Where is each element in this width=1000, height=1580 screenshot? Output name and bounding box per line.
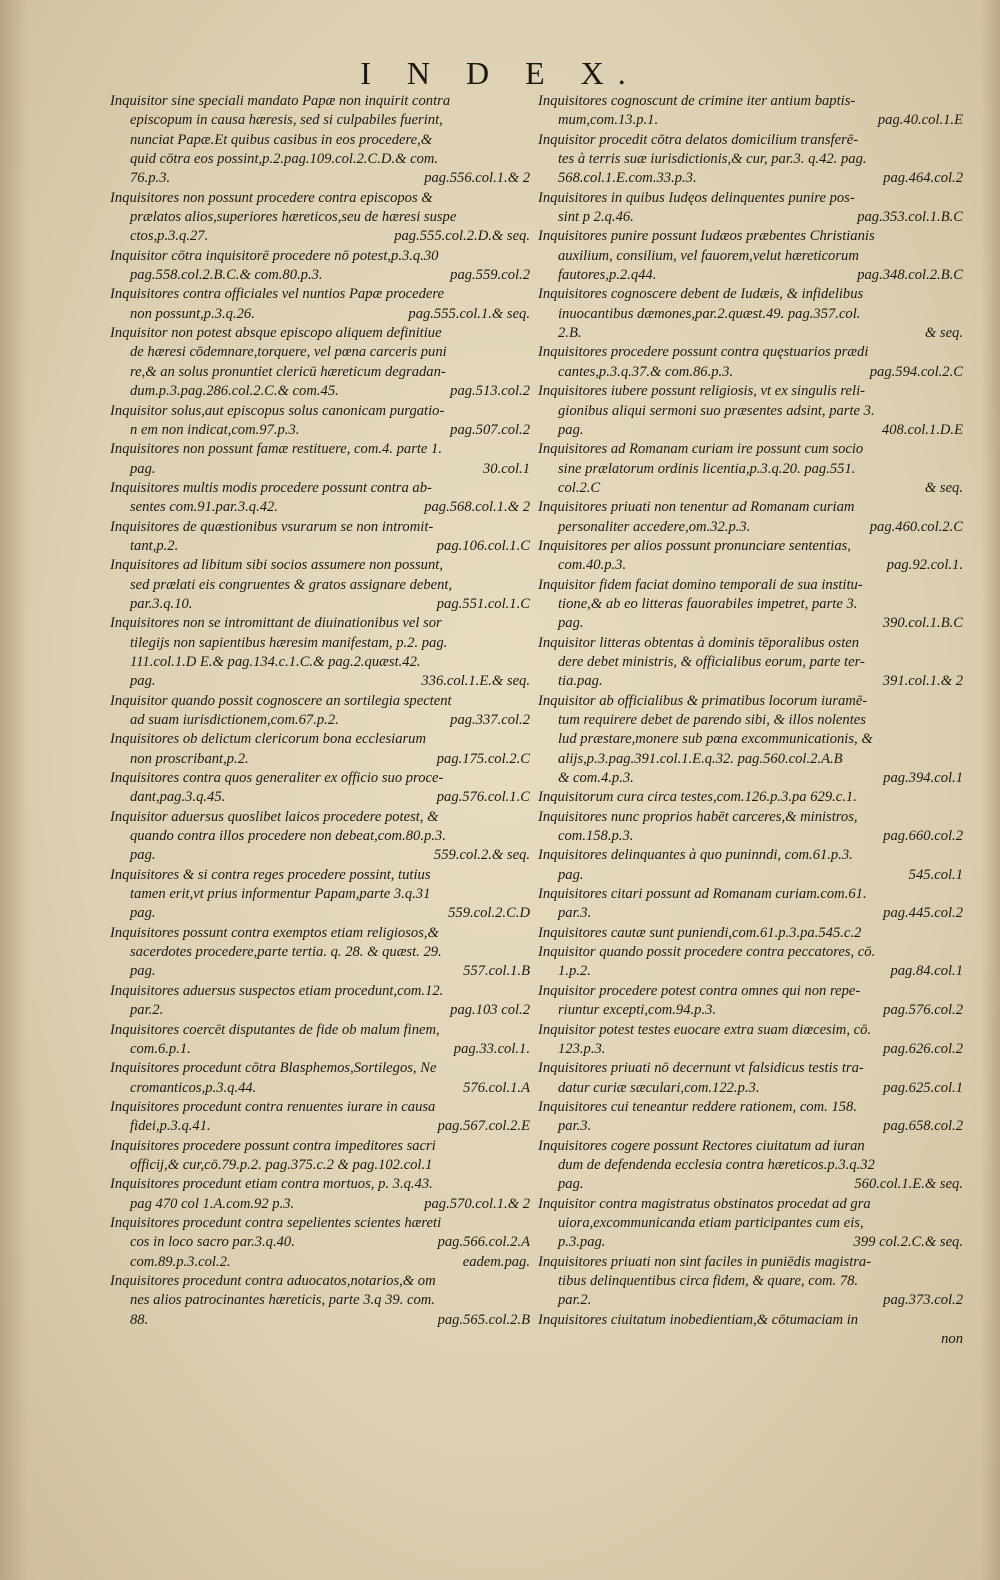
index-entry-heading-line: Inquisitores nunc proprios habēt carceres,& ministros,	[538, 808, 858, 825]
index-entry-line-with-reference	[538, 827, 963, 846]
index-page-reference: pag.106.col.1.C	[436, 537, 530, 554]
index-entry-line-with-reference	[538, 614, 963, 633]
index-page-reference: pag.556.col.1.& 2	[424, 170, 530, 187]
index-page-reference: pag.348.col.2.B.C	[857, 267, 963, 284]
index-entry-heading-line: Inquisitores ob delictum clericorum bona ecclesiarum	[110, 731, 427, 748]
index-page-reference: & seq.	[924, 325, 963, 342]
page-edge-shadow	[982, 0, 1000, 1580]
index-entry-continuation-line: quid cōtra eos possint,p.2.pag.109.col.2.C.D.& com.	[130, 151, 439, 168]
index-page-reference: pag.513.col.2	[450, 383, 530, 400]
index-entry-heading-line: Inquisitorum cura circa testes,com.126.p.3.pa 629.c.1.	[538, 789, 857, 806]
index-entry-text: tant,p.2.	[130, 537, 179, 554]
index-entry-continuation-line: episcopum in causa hæresis, sed si culpabiles fuerint,	[130, 112, 443, 129]
index-entry-text: & com.4.p.3.	[558, 770, 634, 787]
index-entry-text: par.3.	[558, 905, 592, 922]
index-entry-heading-line: Inquisitores & si contra reges procedere possint, tutius	[110, 866, 431, 883]
index-page-reference: pag.568.col.1.& 2	[424, 499, 530, 516]
index-entry-line-with-reference	[110, 1253, 530, 1272]
index-column-left	[110, 92, 530, 1330]
index-entry-continuation-line: gionibus aliqui sermoni suo præsentes adsint, parte 3.	[558, 402, 875, 419]
index-entry-text: riuntur excepti,com.94.p.3.	[558, 1002, 717, 1019]
index-entry-continuation-line: uiora,excommunicanda etiam participantes cum eis,	[558, 1214, 864, 1231]
index-page-reference: 557.col.1.B	[463, 963, 530, 980]
index-entry-heading-line: Inquisitores procedere possunt contra quęstuarios prædi	[538, 344, 869, 361]
index-entry-continuation-line: dere debet ministris, & officialibus eorum, parte ter-	[558, 653, 865, 670]
index-entry-heading-line: Inquisitor quando possit procedere contra peccatores, cō.	[538, 944, 876, 961]
index-page-reference: pag.559.col.2	[450, 267, 530, 284]
index-entry-text: 88.	[130, 1311, 149, 1328]
index-entry-text: com.89.p.3.col.2.	[130, 1253, 231, 1270]
index-page-reference: & seq.	[924, 479, 963, 496]
index-entry-text: non proscribant,p.2.	[130, 750, 249, 767]
index-entry-heading-line: Inquisitor fidem faciat domino temporali de sua institu-	[538, 576, 863, 593]
index-entry-heading-line: Inquisitor solus,aut episcopus solus canonicam purgatio-	[110, 402, 445, 419]
index-entry-heading-line: Inquisitores ciuitatum inobedientiam,& cōtumaciam in	[538, 1311, 859, 1328]
index-entry-continuation-line: tibus delinquentibus circa fidem, & quare, com. 78.	[558, 1272, 859, 1289]
index-entry-line-with-reference	[538, 556, 963, 575]
index-page-reference: pag.551.col.1.C	[436, 595, 530, 612]
index-entry-text: pag.	[130, 905, 156, 922]
index-entry-line-with-reference	[538, 518, 963, 537]
index-entry-continuation-line: sacerdotes procedere,parte tertia. q. 28. & quæst. 29.	[130, 944, 442, 961]
index-page-reference: 391.col.1.& 2	[882, 673, 963, 690]
index-entry-line-with-reference	[538, 1233, 963, 1252]
index-entry-heading-line: Inquisitores procedunt contra sepelientes scientes hæreti	[110, 1214, 442, 1231]
index-page-reference: pag.594.col.2.C	[869, 363, 963, 380]
index-entry-text: ctos,p.3.q.27.	[130, 228, 209, 245]
index-page-reference: pag.507.col.2	[450, 421, 530, 438]
index-entry-line-with-reference	[538, 208, 963, 227]
index-page-reference: pag.566.col.2.A	[437, 1234, 530, 1251]
index-entry-heading-line: Inquisitores iubere possunt religiosis, vt ex singulis reli-	[538, 383, 865, 400]
index-entry-continuation-line: officij,& cur,cō.79.p.2. pag.375.c.2 & pag.102.col.1	[130, 1156, 433, 1173]
index-page-reference: 336.col.1.E.& seq.	[421, 673, 530, 690]
index-entry-text: dum.p.3.pag.286.col.2.C.& com.45.	[130, 383, 339, 400]
index-page-reference: pag.576.col.2	[883, 1002, 963, 1019]
index-entry-heading-line: Inquisitores aduersus suspectos etiam procedunt,com.12.	[110, 982, 444, 999]
index-page-reference: pag.337.col.2	[450, 712, 530, 728]
index-entry-line-with-reference	[110, 1001, 530, 1020]
index-entry-heading-line: Inquisitores per alios possunt pronunciare sententias,	[538, 537, 851, 554]
index-entry-heading-line: Inquisitores ad libitum sibi socios assumere non possunt,	[110, 557, 443, 574]
index-page-reference: pag.464.col.2	[883, 170, 963, 187]
index-entry-heading-line: Inquisitores procedere possunt contra impeditores sacri	[110, 1137, 436, 1154]
index-page-reference: pag.373.col.2	[883, 1292, 963, 1309]
index-entry-heading-line: Inquisitores possunt contra exemptos etiam religiosos,&	[110, 924, 439, 941]
index-entry-heading-line: Inquisitores procedunt cōtra Blasphemos,Sortilegos, Ne	[110, 1060, 437, 1077]
index-page-reference: pag.40.col.1.E	[877, 112, 963, 129]
index-entry-heading-line: Inquisitores cognoscere debent de Iudæis, & infidelibus	[538, 286, 864, 303]
index-entry-text: pag.	[130, 847, 156, 864]
index-entry-text: par.3.	[558, 1118, 592, 1135]
index-entry-heading-line: Inquisitor non potest absque episcopo aliquem definitiue	[110, 325, 442, 342]
index-entry-heading-line: Inquisitor potest testes euocare extra suam diœcesim, cō.	[538, 1021, 872, 1038]
index-page-reference: pag.555.col.1.& seq.	[408, 305, 530, 322]
index-entry-text: sentes com.91.par.3.q.42.	[130, 499, 278, 516]
index-entry-line-with-reference	[538, 904, 963, 923]
index-entry-line-with-reference	[110, 227, 530, 246]
index-entry-text: 2.B.	[558, 325, 582, 342]
index-entry-text: tia.pag.	[558, 673, 603, 690]
index-entry-heading-line: Inquisitores priuati non tenentur ad Romanam curiam	[538, 499, 855, 516]
index-entry-heading-line: Inquisitores coercēt disputantes de fide ob malum finem,	[110, 1021, 440, 1038]
index-entry-continuation-line: nunciat Papæ.Et quibus casibus in eos procedere,&	[130, 131, 433, 148]
index-entry-text: par.3.q.10.	[130, 595, 193, 612]
index-entry-continuation-line: nes alios patrocinantes hæreticis, parte 3.q 39. com.	[130, 1292, 435, 1309]
index-entry-heading-line: Inquisitores cognoscunt de crimine iter antium baptis-	[538, 93, 856, 109]
index-entry-heading-line: Inquisitores contra quos generaliter ex officio suo proce-	[110, 770, 444, 787]
index-entry-heading-line: Inquisitor litteras obtentas à dominis tēporalibus osten	[538, 634, 860, 651]
index-entry-text: par.2.	[558, 1292, 592, 1309]
index-page-reference: 560.col.1.E.& seq.	[854, 1176, 963, 1193]
index-page-reference: pag.626.col.2	[883, 1040, 963, 1057]
index-entry-continuation-line: tione,& ab eo litteras fauorabiles impetret, parte 3.	[558, 595, 858, 612]
index-entry-text: dant,pag.3.q.45.	[130, 789, 226, 806]
index-entry-line-with-reference	[110, 169, 530, 188]
index-page-reference: pag.175.col.2.C	[436, 750, 530, 767]
index-entry-text: com.6.p.1.	[130, 1040, 191, 1057]
index-page-reference: 390.col.1.B.C	[882, 615, 963, 632]
index-entry-text: pag.	[130, 673, 156, 690]
index-entry-line-with-reference	[110, 1117, 530, 1136]
index-entry-text: pag 470 col 1.A.com.92 p.3.	[130, 1195, 295, 1212]
index-entry-continuation-line: inuocantibus dæmones,par.2.quæst.49. pag.357.col.	[558, 305, 861, 322]
index-entry-line-with-reference	[110, 305, 530, 324]
index-entry-heading-line: Inquisitor procedere potest contra omnes qui non repe-	[538, 982, 861, 999]
index-entry-heading-line: Inquisitores priuati nō decernunt vt falsidicus testis tra-	[538, 1060, 864, 1077]
index-entry-continuation-line: prælatos alios,superiores hæreticos,seu de hæresi suspe	[130, 209, 457, 226]
index-entry-line-with-reference	[110, 1079, 530, 1098]
index-entry-heading-line: Inquisitor cōtra inquisitorē procedere nō potest,p.3.q.30	[110, 247, 439, 264]
index-entry-text: cos in loco sacro par.3.q.40.	[130, 1234, 295, 1251]
index-entry-text: pag.	[130, 460, 156, 477]
index-entry-line-with-reference	[538, 479, 963, 498]
index-entry-heading-line: Inquisitores procedunt etiam contra mortuos, p. 3.q.43.	[110, 1176, 433, 1193]
index-entry-continuation-line: tes à terris suæ iurisdictionis,& cur, par.3. q.42. pag.	[558, 151, 867, 168]
index-entry-line-with-reference	[110, 750, 530, 769]
index-page-reference: pag.103 col.2	[450, 1002, 530, 1019]
index-page-reference: pag.658.col.2	[883, 1118, 963, 1135]
index-entry-text: par.2.	[130, 1002, 164, 1019]
index-page-reference: 399 col.2.C.& seq.	[853, 1234, 963, 1251]
index-page-reference: pag.33.col.1.	[453, 1040, 530, 1057]
index-entry-heading-line: Inquisitores non possunt famæ restituere, com.4. parte 1.	[110, 441, 442, 458]
index-entry-line-with-reference	[538, 266, 963, 285]
index-page-reference: pag.394.col.1	[883, 770, 963, 787]
index-entry-continuation-line: alijs,p.3.pag.391.col.1.E.q.32. pag.560.col.2.A.B	[558, 750, 843, 767]
index-entry-continuation-line: tilegijs non sapientibus hæresim manifestam, p.2. pag.	[130, 634, 448, 651]
index-page-reference: 559.col.2.& seq.	[433, 847, 530, 864]
index-page-reference: pag.660.col.2	[883, 828, 963, 845]
index-entry-line-with-reference	[110, 1195, 530, 1214]
index-entry-text: pag.	[558, 866, 584, 883]
index-entry-line-with-reference	[538, 1117, 963, 1136]
index-page-reference: pag.570.col.1.& 2	[424, 1195, 530, 1212]
index-page-reference: pag.353.col.1.B.C	[857, 209, 963, 226]
index-entry-heading-line: Inquisitores cautæ sunt puniendi,com.61.p.3.pa.545.c.2	[538, 924, 862, 941]
index-entry-line-with-reference	[110, 498, 530, 517]
index-entry-heading-line: Inquisitores in quibus Iudęos delinquentes punire pos-	[538, 189, 855, 206]
index-entry-text: sint p 2.q.46.	[558, 209, 634, 226]
index-entry-line-with-reference	[110, 266, 530, 285]
index-entry-line-with-reference	[110, 537, 530, 556]
index-entry-line-with-reference	[538, 866, 963, 885]
index-entry-heading-line: Inquisitor ab officialibus & primatibus locorum iuramē-	[538, 692, 868, 709]
index-entry-text: datur curiæ sæculari,com.122.p.3.	[558, 1079, 760, 1096]
index-entry-line-with-reference	[110, 711, 530, 730]
index-entry-text: ad suam iurisdictionem,com.67.p.2.	[130, 712, 339, 728]
index-entry-heading-line: Inquisitores procedunt contra renuentes iurare in causa	[110, 1098, 436, 1115]
index-entry-heading-line: Inquisitor procedit cōtra delatos domicilium transferē-	[538, 131, 859, 148]
index-entry-text: fautores,p.2.q44.	[558, 267, 657, 284]
index-entry-text: pag.	[558, 421, 584, 438]
index-page-reference: 30.col.1	[482, 460, 530, 477]
index-entry-text: com.40.p.3.	[558, 557, 627, 574]
index-entry-heading-line: Inquisitor quando possit cognoscere an sortilegia spectent	[110, 692, 452, 709]
index-entry-continuation-line: sine prælatorum ordinis licentia,p.3.q.20. pag.551.	[558, 460, 856, 477]
index-entry-continuation-line: auxilium, consilium, vel fauorem,velut hæreticorum	[558, 247, 859, 264]
page-gutter-shadow	[0, 0, 28, 1580]
index-entry-text: personaliter accedere,om.32.p.3.	[558, 518, 751, 535]
index-entry-text: col.2.C	[558, 479, 601, 496]
index-entry-text: 1.p.2.	[558, 963, 591, 980]
index-entry-line-with-reference	[110, 1040, 530, 1059]
index-entry-text: 123.p.3.	[558, 1040, 606, 1057]
index-entry-text: non possunt,p.3.q.26.	[130, 305, 255, 322]
index-entry-line-with-reference	[110, 788, 530, 807]
index-entry-heading-line: Inquisitores non possunt procedere contra episcopos &	[110, 189, 433, 206]
index-entry-heading-line: Inquisitores cogere possunt Rectores ciuitatum ad iuran	[538, 1137, 865, 1154]
index-page-reference: 545.col.1	[908, 866, 963, 883]
index-entry-heading-line: Inquisitores de quæstionibus vsurarum se non intromit-	[110, 518, 434, 535]
index-entry-text: cromanticos,p.3.q.44.	[130, 1079, 257, 1096]
index-entry-continuation-line: 111.col.1.D E.& pag.134.c.1.C.& pag.2.quæst.42.	[130, 653, 421, 670]
index-entry-line-with-reference	[538, 363, 963, 382]
index-page-reference: pag.567.col.2.E	[437, 1118, 530, 1135]
index-entry-heading-line: Inquisitores multis modis procedere possunt contra ab-	[110, 479, 432, 496]
index-entry-continuation-line: sed prælati eis congruentes & gratos assignare debent,	[130, 576, 453, 593]
index-entry-text: pag.	[558, 1176, 584, 1193]
index-page-reference: 559.col.2.C.D	[448, 905, 530, 922]
index-page-reference: pag.445.col.2	[883, 905, 963, 922]
index-entry-line-with-reference	[538, 1001, 963, 1020]
page-title: I N D E X.	[360, 55, 640, 91]
index-entry-line-with-reference	[110, 382, 530, 401]
index-entry-continuation-line: lud præstare,monere sub pœna excommunicationis, &	[558, 731, 873, 748]
index-page-reference: pag.625.col.1	[883, 1079, 963, 1096]
index-entry-text: 568.col.1.E.com.33.p.3.	[558, 170, 697, 187]
index-entry-text: p.3.pag.	[558, 1234, 606, 1251]
index-entry-heading-line: Inquisitor sine speciali mandato Papæ non inquirit contra	[110, 93, 451, 109]
index-entry-line-with-reference	[110, 595, 530, 614]
index-entry-continuation-line: quando contra illos procedere non debeat,com.80.p.3.	[130, 828, 446, 845]
index-entry-heading-line: Inquisitor aduersus quoslibet laicos procedere potest, &	[110, 808, 439, 825]
index-entry-text: pag.558.col.2.B.C.& com.80.p.3.	[130, 267, 323, 284]
index-entry-heading-line: Inquisitores punire possunt Iudæos præbentes Christianis	[538, 228, 875, 245]
index-entry-text: 76.p.3.	[130, 170, 171, 187]
index-entry-heading-line: Inquisitor contra magistratus obstinatos procedat ad gra	[538, 1195, 871, 1212]
index-entry-text: pag.	[130, 963, 156, 980]
index-entry-line-with-reference	[538, 1040, 963, 1059]
index-entry-line-with-reference	[538, 111, 963, 130]
index-page-reference: pag.84.col.1	[890, 963, 963, 980]
index-page-reference: pag.576.col.1.C	[436, 789, 530, 806]
index-entry-line-with-reference	[110, 460, 530, 479]
index-entry-line-with-reference	[538, 1079, 963, 1098]
index-page-reference: pag.555.col.2.D.& seq.	[394, 228, 530, 245]
index-entry-line-with-reference	[538, 962, 963, 981]
index-entry-line-with-reference	[110, 421, 530, 440]
index-entry-line-with-reference	[538, 169, 963, 188]
index-entry-text: cantes,p.3.q.37.& com.86.p.3.	[558, 363, 734, 380]
index-entry-continuation-line: de hæresi cōdemnare,torquere, vel pœna carceris puni	[130, 344, 447, 361]
index-entry-heading-line: Inquisitores procedunt contra aduocatos,notarios,& om	[110, 1272, 436, 1289]
index-entry-heading-line: Inquisitores priuati non sint faciles in puniēdis magistra-	[538, 1253, 872, 1270]
index-entry-text: mum,com.13.p.1.	[558, 112, 659, 129]
index-entry-text: pag.	[558, 615, 584, 632]
index-entry-heading-line: Inquisitores ad Romanam curiam ire possunt cum socio	[538, 441, 864, 458]
index-entry-line-with-reference	[538, 1330, 963, 1349]
index-entry-line-with-reference	[538, 1291, 963, 1310]
index-entry-line-with-reference	[110, 846, 530, 865]
index-entry-heading-line: Inquisitores contra officiales vel nuntios Papæ procedere	[110, 286, 444, 303]
index-page-reference: pag.92.col.1.	[886, 557, 963, 574]
index-entry-text: com.158.p.3.	[558, 828, 634, 845]
index-entry-line-with-reference	[538, 324, 963, 343]
index-entry-text: n em non indicat,com.97.p.3.	[130, 421, 300, 438]
index-entry-line-with-reference	[538, 421, 963, 440]
index-entry-line-with-reference	[110, 904, 530, 923]
index-entry-continuation-line: re,& an solus pronuntiet clericū hæreticum degradan-	[130, 363, 446, 380]
index-entry-heading-line: Inquisitores citari possunt ad Romanam curiam.com.61.	[538, 886, 867, 903]
index-entry-line-with-reference	[110, 962, 530, 981]
index-entry-continuation-line: tamen erit,vt prius informentur Papam,parte 3.q.31	[130, 886, 431, 903]
index-entry-heading-line: Inquisitores cui teneantur reddere rationem, com. 158.	[538, 1098, 857, 1115]
index-entry-line-with-reference	[538, 769, 963, 788]
index-column-right	[538, 92, 963, 1349]
index-entry-continuation-line: dum de defendenda ecclesia contra hæreticos.p.3.q.32	[558, 1156, 875, 1173]
index-page-reference: pag.565.col.2.B	[437, 1311, 530, 1328]
index-entry-line-with-reference	[110, 1233, 530, 1252]
index-entry-continuation-line: tum requirere debet de parendo sibi, & illos nolentes	[558, 712, 866, 728]
index-entry-line-with-reference	[538, 672, 963, 691]
index-entry-heading-line: Inquisitores delinquantes à quo puninndi, com.61.p.3.	[538, 847, 853, 864]
index-page-reference: eadem.pag.	[462, 1253, 530, 1270]
index-page-reference: pag.460.col.2.C	[869, 518, 963, 535]
index-entry-text: fidei,p.3.q.41.	[130, 1118, 211, 1135]
index-page-reference: 408.col.1.D.E	[881, 421, 963, 438]
index-page-reference: 576.col.1.A	[463, 1079, 530, 1096]
index-entry-line-with-reference	[110, 672, 530, 691]
index-entry-heading-line: Inquisitores non se intromittant de diuinationibus vel sor	[110, 615, 442, 632]
index-page-reference: non	[941, 1331, 963, 1347]
index-entry-line-with-reference	[538, 1175, 963, 1194]
index-entry-line-with-reference	[110, 1311, 530, 1330]
